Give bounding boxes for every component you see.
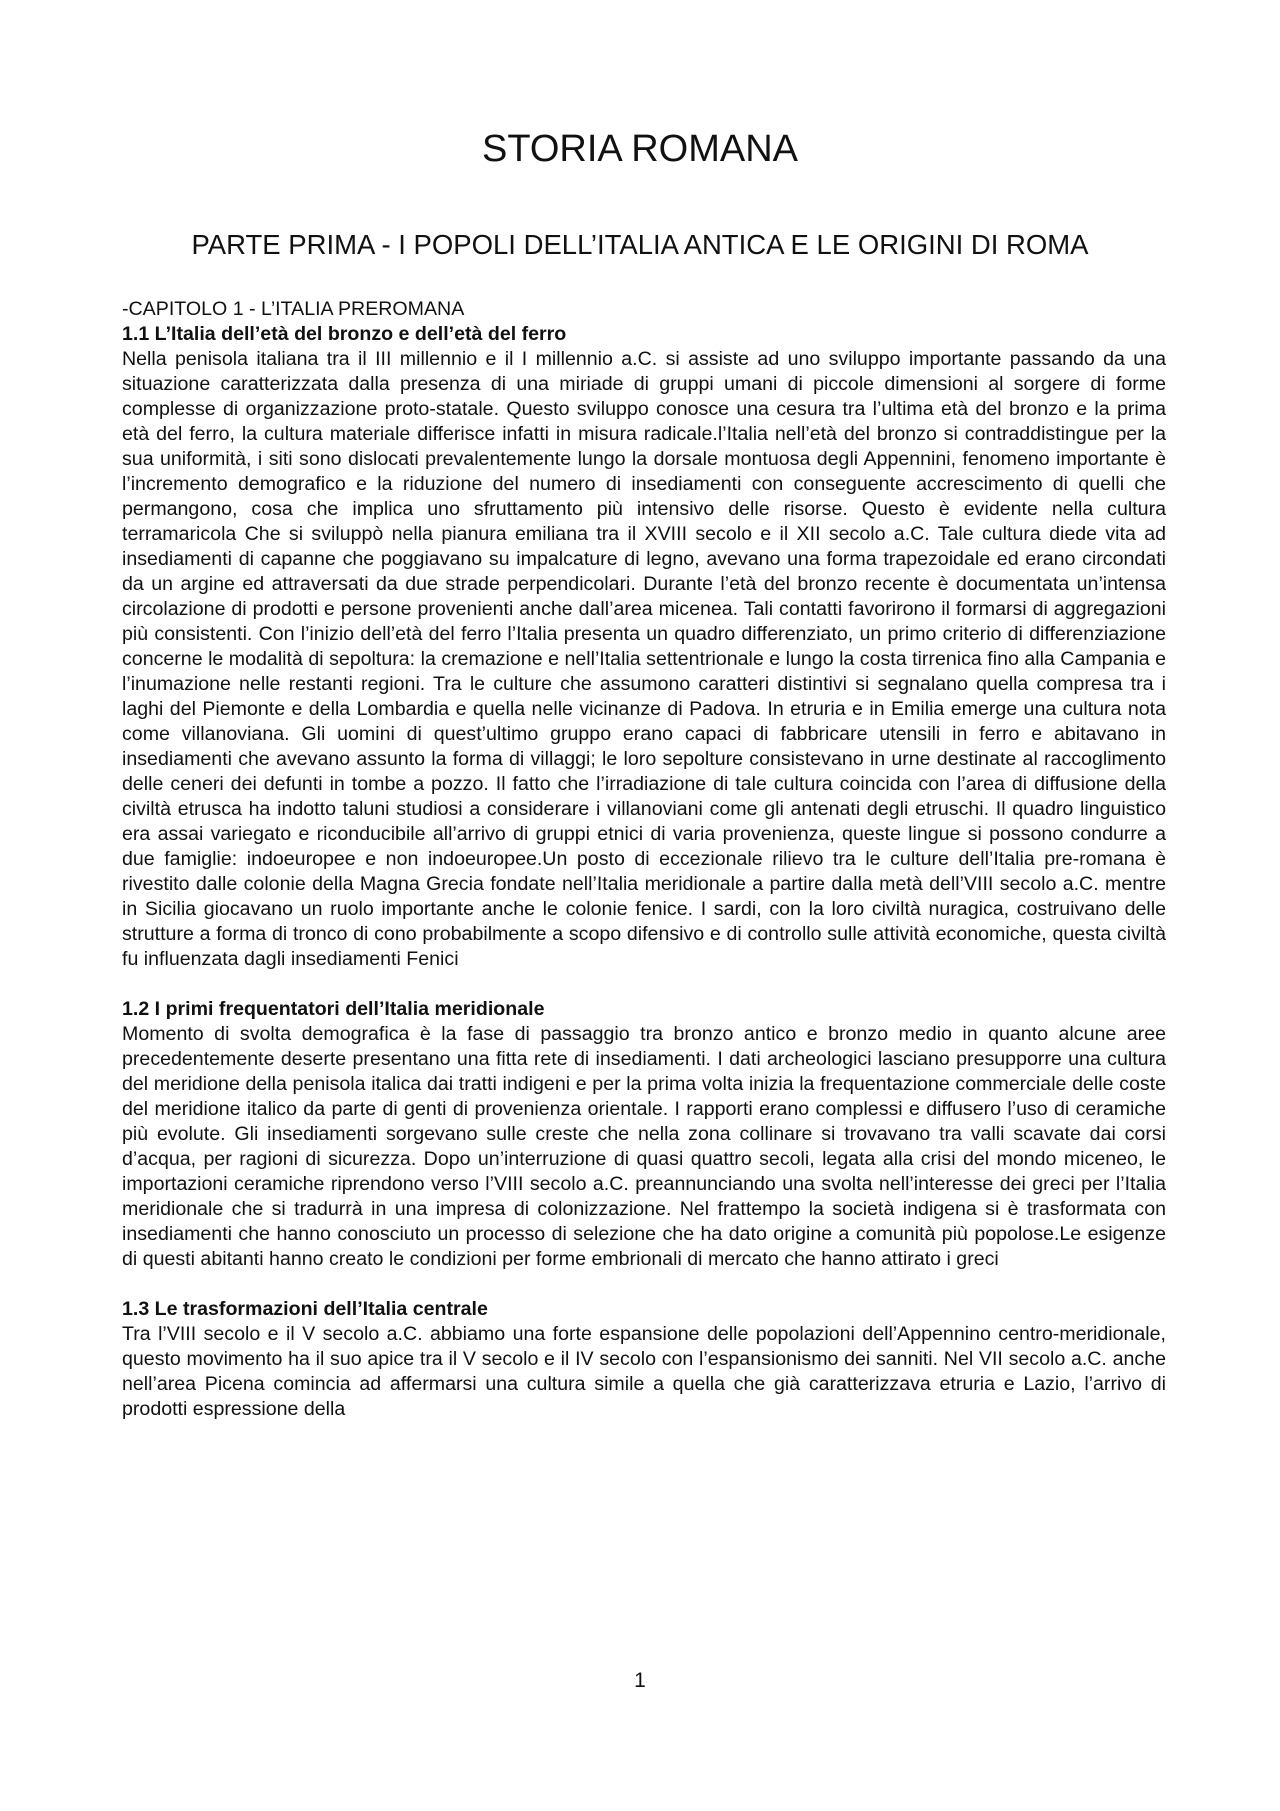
section-body: Tra l’VIII secolo e il V secolo a.C. abbiamo una forte espansione delle popolazioni dell’Appennino centro-meridionale, questo movimento ha il suo apice tra il V secolo e il IV secolo con l’espansionismo dei sanniti. Nel VII secolo a.C. anche nell’area Picena comincia ad affermarsi una cultura simile a quella che già caratterizzava etruria e Lazio, l’arrivo di prodotti espressione della — [122, 1323, 1166, 1420]
section-1-1 — [122, 322, 1166, 972]
section-heading: 1.2 I primi frequentatori dell’Italia meridionale — [122, 998, 545, 1020]
section-1-3 — [122, 1297, 1166, 1422]
page-number: 1 — [634, 1669, 646, 1692]
section-heading: 1.1 L’Italia dell’età del bronzo e dell’età del ferro — [122, 323, 567, 345]
part-title: PARTE PRIMA - I POPOLI DELL’ITALIA ANTICA E LE ORIGINI DI ROMA — [191, 229, 1089, 260]
chapter-title: -CAPITOLO 1 - L’ITALIA PREROMANA — [122, 298, 465, 320]
section-body: Nella penisola italiana tra il III millennio e il I millennio a.C. si assiste ad uno sviluppo importante passando da una situazione caratterizzata dalla presenza di una miriade di gruppi umani di piccole dimensioni al sorgere di forme complesse di organizzazione proto-statale. Questo sviluppo conosce una cesura tra l’ultima età del bronzo e la prima età del ferro, la cultura materiale differisce infatti in misura radicale.l’Italia nell’età del bronzo si contraddistingue per la sua uniformità, i siti sono dislocati prevalentemente lungo la dorsale montuosa degli Appennini, fenomeno importante è l’incremento demografico e la riduzione del numero di insediamenti con conseguente accrescimento di quelli che permangono, cosa che implica uno sfruttamento più intensivo delle risorse. Questo è evidente nella cultura terramaricola Che si sviluppò nella pianura emiliana tra il XVIII secolo e il XII secolo a.C. Tale cultura diede vita ad insediamenti di capanne che poggiavano su impalcature di legno, avevano una forma trapezoidale ed erano circondati da un argine ed attraversati da due strade perpendicolari. Durante l’età del bronzo recente è documentata un’intensa circolazione di prodotti e persone provenienti anche dall’area micenea. Tali contatti favorirono il formarsi di aggregazioni più consistenti. Con l’inizio dell’età del ferro l’Italia presenta un quadro differenziato, un primo criterio di differenziazione concerne le modalità di sepoltura: la cremazione e nell’Italia settentrionale e lungo la costa tirrenica fino alla Campania e l’inumazione nelle restanti regioni. Tra le culture che assumono caratteri distintivi si segnalano quella compresa tra i laghi del Piemonte e della Lombardia e quella nelle vicinanze di Padova. In etruria e in Emilia emerge una cultura nota come villanoviana. Gli uomini di quest’ultimo gruppo erano capaci di fabbricare utensili in ferro e abitavano in insediamenti che avevano assunto la forma di villaggi; le loro sepolture consistevano in urne destinate al raccoglimento delle ceneri dei defunti in tombe a pozzo. Il fatto che l’irradiazione di tale cultura coincida con l’area di diffusione della civiltà etrusca ha indotto taluni studiosi a considerare i villanoviani come gli antenati degli etruschi. Il quadro linguistico era assai variegato e riconducibile all’arrivo di gruppi etnici di varia provenienza, queste lingue si possono condurre a due famiglie: indoeuropee e non indoeuropee.Un posto di eccezionale rilievo tra le culture dell’Italia pre-romana è rivestito dalle colonie della Magna Grecia fondate nell’Italia meridionale a partire dalla metà dell’VIII secolo a.C. mentre in Sicilia giocavano un ruolo importante anche le colonie fenice. I sardi, con la loro civiltà nuragica, costruivano delle strutture a forma di tronco di cono probabilmente a scopo difensivo e di controllo sulle attività economiche, questa civiltà fu influenzata dagli insediamenti Fenici — [122, 348, 1166, 970]
section-1-2 — [122, 997, 1166, 1272]
document-content — [122, 297, 1166, 1422]
section-heading: 1.3 Le trasformazioni dell’Italia centrale — [122, 1298, 488, 1320]
document-title: STORIA ROMANA — [481, 128, 799, 170]
section-body: Momento di svolta demografica è la fase di passaggio tra bronzo antico e bronzo medio in quanto alcune aree precedentemente deserte presentano una fitta rete di insediamenti. I dati archeologici lasciano presupporre una cultura del meridione della penisola italica dai tratti indigeni e per la prima volta inizia la frequentazione commerciale delle coste del meridione italico da parte di genti di provenienza orientale. I rapporti erano complessi e diffusero l’uso di ceramiche più evolute. Gli insediamenti sorgevano sulle creste che nella zona collinare si trovavano tra valli scavate dai corsi d’acqua, per ragioni di sicurezza. Dopo un’interruzione di quasi quattro secoli, legata alla crisi del mondo miceneo, le importazioni ceramiche riprendono verso l’VIII secolo a.C. preannunciando una svolta nell’interesse dei greci per l’Italia meridionale che si tradurrà in una impresa di colonizzazione. Nel frattempo la società indigena si è trasformata con insediamenti che hanno conosciuto un processo di selezione che ha dato origine a comunità più popolose.Le esigenze di questi abitanti hanno creato le condizioni per forme embrionali di mercato che hanno attirato i greci — [122, 1023, 1166, 1270]
